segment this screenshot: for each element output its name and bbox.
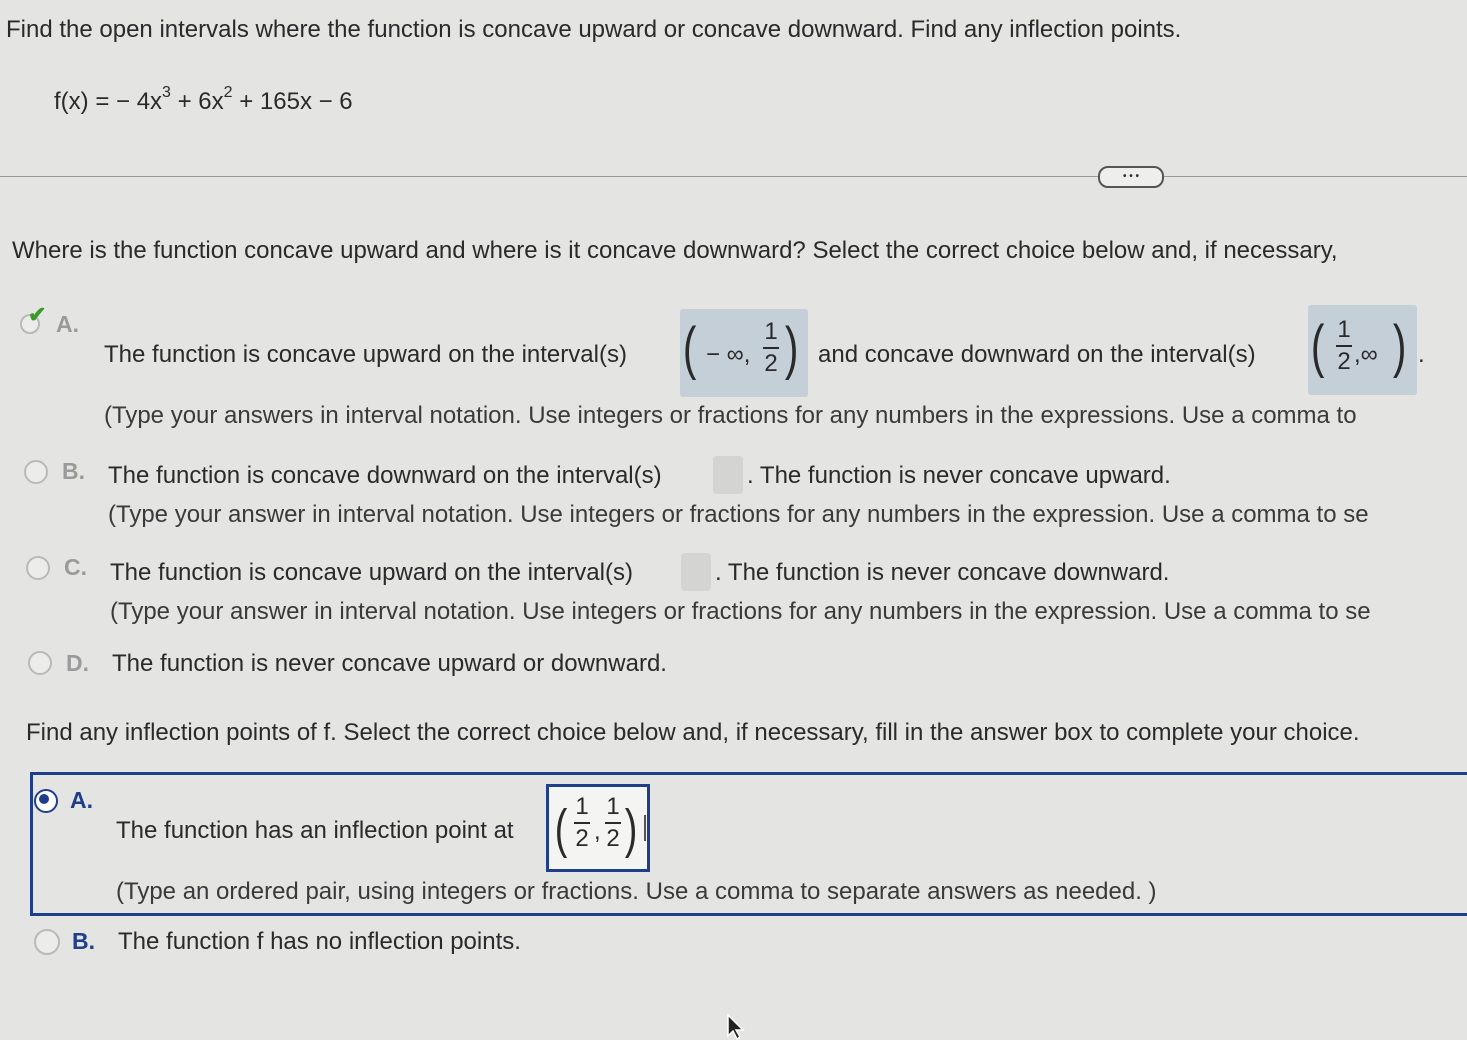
- close-paren: ): [624, 799, 638, 859]
- q1-choice-a-text: The function is concave upward on the interval(s): [104, 341, 627, 368]
- function-definition: f(x) = − $4x^3 + 6x^2 + 165x - 6$: [54, 84, 353, 115]
- q2-choice-a-letter: A.: [70, 787, 93, 813]
- q1-answer-up-left: − ∞,: [706, 341, 751, 368]
- q2-answer-y-fraction: 1 2: [606, 793, 620, 852]
- open-paren: (: [1310, 314, 1325, 379]
- q1-choice-c-hint: (Type your answer in interval notation. Use integers or fractions for any numbers in the expression. Use a comma to se: [110, 598, 1371, 625]
- q1-answer-up-fraction: 1 2: [764, 318, 778, 377]
- section-divider: [0, 176, 1467, 177]
- question-1-prompt: Where is the function concave upward and where is it concave downward? Select the correct choice below and, if necessary,: [12, 237, 1338, 264]
- q2-answer-separator: ,: [594, 818, 601, 845]
- q1-choice-c-text-after: . The function is never concave downward.: [715, 559, 1170, 586]
- mouse-pointer-icon: [726, 1014, 748, 1040]
- q1-choice-c-input[interactable]: [681, 553, 711, 591]
- q1-choice-b-text-after: . The function is never concave upward.: [747, 462, 1171, 489]
- close-paren: ): [1392, 314, 1407, 379]
- q2-choice-b-radio[interactable]: [34, 929, 60, 955]
- q1-choice-d-letter: D.: [66, 650, 89, 676]
- q2-choice-a-hint: (Type an ordered pair, using integers or fractions. Use a comma to separate answers as needed. ): [116, 878, 1157, 905]
- q1-choice-c-radio[interactable]: [26, 556, 50, 580]
- q1-choice-c-letter: C.: [64, 554, 87, 580]
- q1-choice-b-text: The function is concave downward on the interval(s): [108, 462, 662, 489]
- more-button[interactable]: • • •: [1098, 166, 1164, 188]
- q1-choice-d-text: The function is never concave upward or downward.: [112, 650, 667, 677]
- q2-answer-x-fraction: 1 2: [575, 793, 589, 852]
- q2-choice-a-text: The function has an inflection point at: [116, 817, 514, 844]
- open-paren: (: [682, 316, 697, 381]
- close-paren: ): [784, 316, 799, 381]
- check-icon: ✔: [28, 302, 47, 327]
- text-cursor: [644, 815, 646, 841]
- problem-instruction: Find the open intervals where the function is concave upward or concave downward. Find any inflection points.: [6, 16, 1182, 43]
- q1-choice-b-hint: (Type your answer in interval notation. Use integers or fractions for any numbers in the expression. Use a comma to se: [108, 501, 1369, 528]
- q1-choice-a-period: .: [1418, 341, 1425, 368]
- q2-choice-a-radio[interactable]: [34, 789, 58, 813]
- q1-choice-b-letter: B.: [62, 458, 85, 484]
- q1-choice-b-radio[interactable]: [24, 460, 48, 484]
- open-paren: (: [554, 799, 568, 859]
- q1-choice-c-text: The function is concave upward on the interval(s): [110, 559, 633, 586]
- q1-choice-a-hint: (Type your answers in interval notation. Use integers or fractions for any numbers in the expressions. Use a comma to: [104, 402, 1357, 429]
- question-2-prompt: Find any inflection points of f. Select the correct choice below and, if necessary, fill in the answer box to complete your choice.: [26, 719, 1360, 746]
- q1-answer-down-fraction: 1 2: [1337, 316, 1351, 375]
- q1-answer-down-right: ,∞: [1354, 341, 1378, 368]
- q1-choice-d-radio[interactable]: [28, 651, 52, 675]
- q2-choice-b-text: The function f has no inflection points.: [118, 928, 521, 955]
- q1-choice-a-middle: and concave downward on the interval(s): [818, 341, 1256, 368]
- q2-choice-b-letter: B.: [72, 928, 95, 954]
- q1-choice-b-input[interactable]: [713, 456, 743, 494]
- q1-choice-a-letter: A.: [56, 311, 79, 337]
